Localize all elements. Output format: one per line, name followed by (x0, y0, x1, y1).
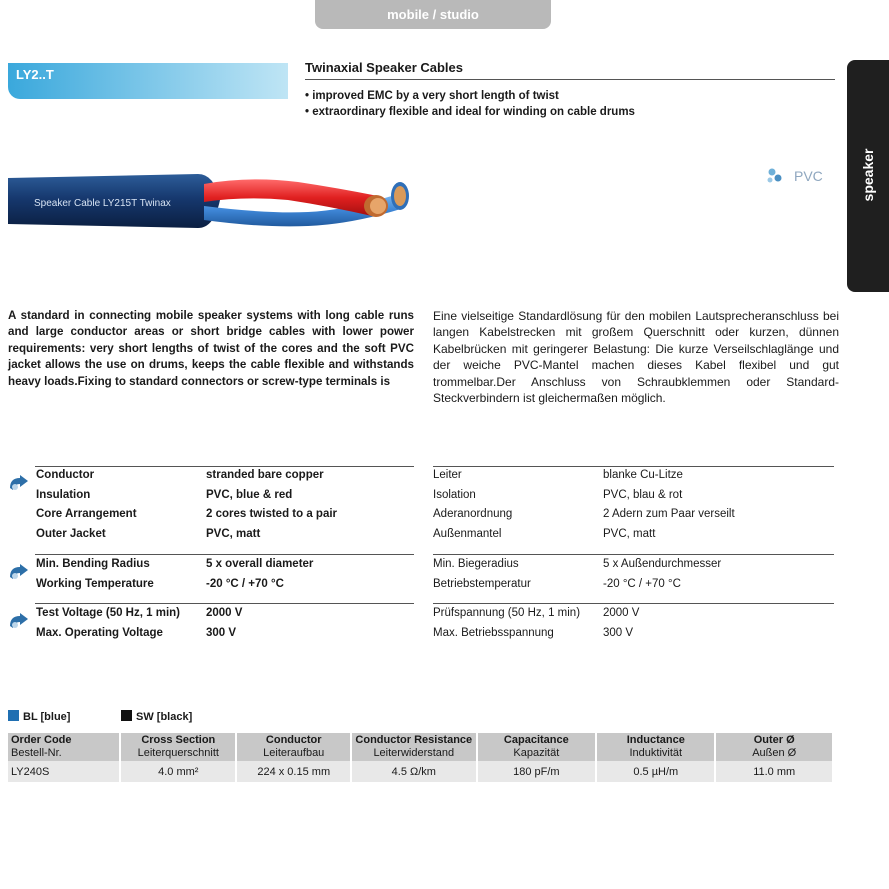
spec-label: Test Voltage (50 Hz, 1 min) (36, 607, 180, 619)
black-swatch (121, 710, 132, 721)
spec-label: Working Temperature (36, 577, 154, 590)
spec-value: 300 V (206, 626, 237, 639)
spec-row (433, 505, 833, 525)
feature-item: • improved EMC by a very short length of twist (305, 88, 635, 104)
spec-label: Min. Bending Radius (36, 558, 150, 570)
spec-value: -20 °C / +70 °C (206, 577, 284, 590)
spec-label: Outer Jacket (36, 527, 106, 540)
cell-outer-diameter: 11.0 mm (715, 761, 833, 782)
spec-row (36, 486, 416, 506)
spec-row (36, 575, 416, 595)
cable-image (8, 168, 418, 232)
header-inductance: Inductance Induktivität (596, 733, 715, 761)
spec-row (36, 505, 416, 525)
spec-label: Insulation (36, 488, 91, 501)
legend-blue (8, 710, 70, 723)
spec-row (433, 624, 833, 644)
header-outer-diameter: Outer Ø Außen Ø (715, 733, 833, 761)
spec-value: 2 Adern zum Paar verseilt (603, 508, 735, 521)
spec-label: Außenmantel (433, 527, 502, 540)
legend-label: BL [blue] (23, 711, 71, 723)
voltage-icon (8, 612, 30, 630)
spec-label: Min. Biegeradius (433, 558, 519, 570)
spec-value: stranded bare copper (206, 469, 324, 481)
spec-row (36, 555, 416, 575)
side-tab (847, 60, 889, 292)
spec-row (433, 604, 833, 624)
spec-row (433, 466, 833, 486)
blue-swatch (8, 710, 19, 721)
description-de: Eine vielseitige Standardlösung für den mobilen Lautsprecheranschluss bei langen Kabelstrecken mit großem Querschnitt oder kurzen, dünnen Kabelbrücken mit geringerer Belastung: Die kurze Verseilschlaglänge und der weiche PVC-Mantel machen dieses Kabel flexibel und gut trommelbar.Der Anschluss von Schraubklemmen oder Standard-Steckverbindern ist gleichermaßen möglich. (433, 309, 839, 406)
cell-order-code: LY240S (8, 761, 120, 782)
category-tab: mobile / studio (315, 0, 551, 29)
spec-label: Prüfspannung (50 Hz, 1 min) (433, 607, 581, 619)
spec-group-de-electrical (433, 604, 833, 643)
spec-label: Betriebstemperatur (433, 577, 531, 590)
spec-value: 300 V (603, 626, 634, 639)
spec-group-de-mechanical (433, 555, 833, 594)
spec-row (433, 525, 833, 545)
header-cross-section: Cross Section Leiterquerschnitt (120, 733, 236, 761)
feature-item: • extraordinary flexible and ideal for winding on cable drums (305, 104, 635, 120)
header-conductor: Conductor Leiteraufbau (236, 733, 351, 761)
spec-value: PVC, blau & rot (603, 488, 683, 501)
order-table (8, 733, 834, 782)
spec-label: Max. Betriebsspannung (433, 626, 554, 639)
spec-row (433, 486, 833, 506)
spec-row (433, 575, 833, 595)
spec-label: Conductor (36, 469, 95, 481)
cell-capacitance: 180 pF/m (477, 761, 597, 782)
header-capacitance: Capacitance Kapazität (477, 733, 597, 761)
spec-label: Max. Operating Voltage (36, 626, 163, 639)
spec-value: PVC, matt (603, 527, 656, 540)
spec-label: Leiter (433, 469, 462, 481)
spec-value: PVC, blue & red (206, 488, 293, 501)
spec-value: -20 °C / +70 °C (603, 577, 681, 590)
cable-print: Speaker Cable LY215T Twinax (34, 198, 171, 209)
spec-value: 2 cores twisted to a pair (206, 508, 338, 521)
side-tab-label: speaker (860, 148, 876, 202)
spec-row (36, 525, 416, 545)
spec-value: PVC, matt (206, 527, 261, 540)
spec-row (36, 604, 416, 624)
spec-value: blanke Cu-Litze (603, 469, 683, 481)
spec-group-en-conductor (36, 466, 416, 544)
spec-row (433, 555, 833, 575)
legend-black (121, 710, 192, 723)
description-en: A standard in connecting mobile speaker systems with long cable runs and large conductor areas or short bridge cables with lower power requirements: very short lengths of twist of the cores and the soft PVC jacket allows the use on drums, keeps the cable flexible and withstands heavy loads.Fixing to standard connectors or screw-type terminals is (8, 309, 414, 388)
spec-group-en-electrical (36, 604, 416, 643)
cell-inductance: 0.5 µH/m (596, 761, 715, 782)
model-label: LY2..T (8, 63, 288, 99)
cell-resistance: 4.5 Ω/km (351, 761, 476, 782)
spec-group-en-mechanical (36, 555, 416, 594)
spec-value: 5 x overall diameter (206, 558, 314, 570)
spec-label: Core Arrangement (36, 508, 137, 521)
spec-row (36, 466, 416, 486)
cell-conductor: 224 x 0.15 mm (236, 761, 351, 782)
header-conductor-resistance: Conductor Resistance Leiterwiderstand (351, 733, 476, 761)
header-order-code: Order Code Bestell-Nr. (8, 733, 120, 761)
spec-row (36, 624, 416, 644)
conductor-icon (8, 474, 30, 492)
table-row (8, 761, 833, 782)
spec-value: 5 x Außendurchmesser (603, 558, 722, 570)
spec-label: Isolation (433, 488, 476, 501)
spec-value: 2000 V (603, 607, 640, 619)
table-header-row (8, 733, 833, 761)
spec-label: Aderanordnung (433, 508, 513, 521)
feature-list (305, 88, 635, 120)
legend-label: SW [black] (136, 711, 193, 723)
bending-icon (8, 563, 30, 581)
cell-cross-section: 4.0 mm² (120, 761, 236, 782)
spec-value: 2000 V (206, 607, 243, 619)
spec-group-de-conductor (433, 466, 833, 544)
pvc-badge-label: PVC (794, 168, 823, 184)
pvc-badge (766, 166, 832, 186)
product-title: Twinaxial Speaker Cables (305, 60, 835, 80)
